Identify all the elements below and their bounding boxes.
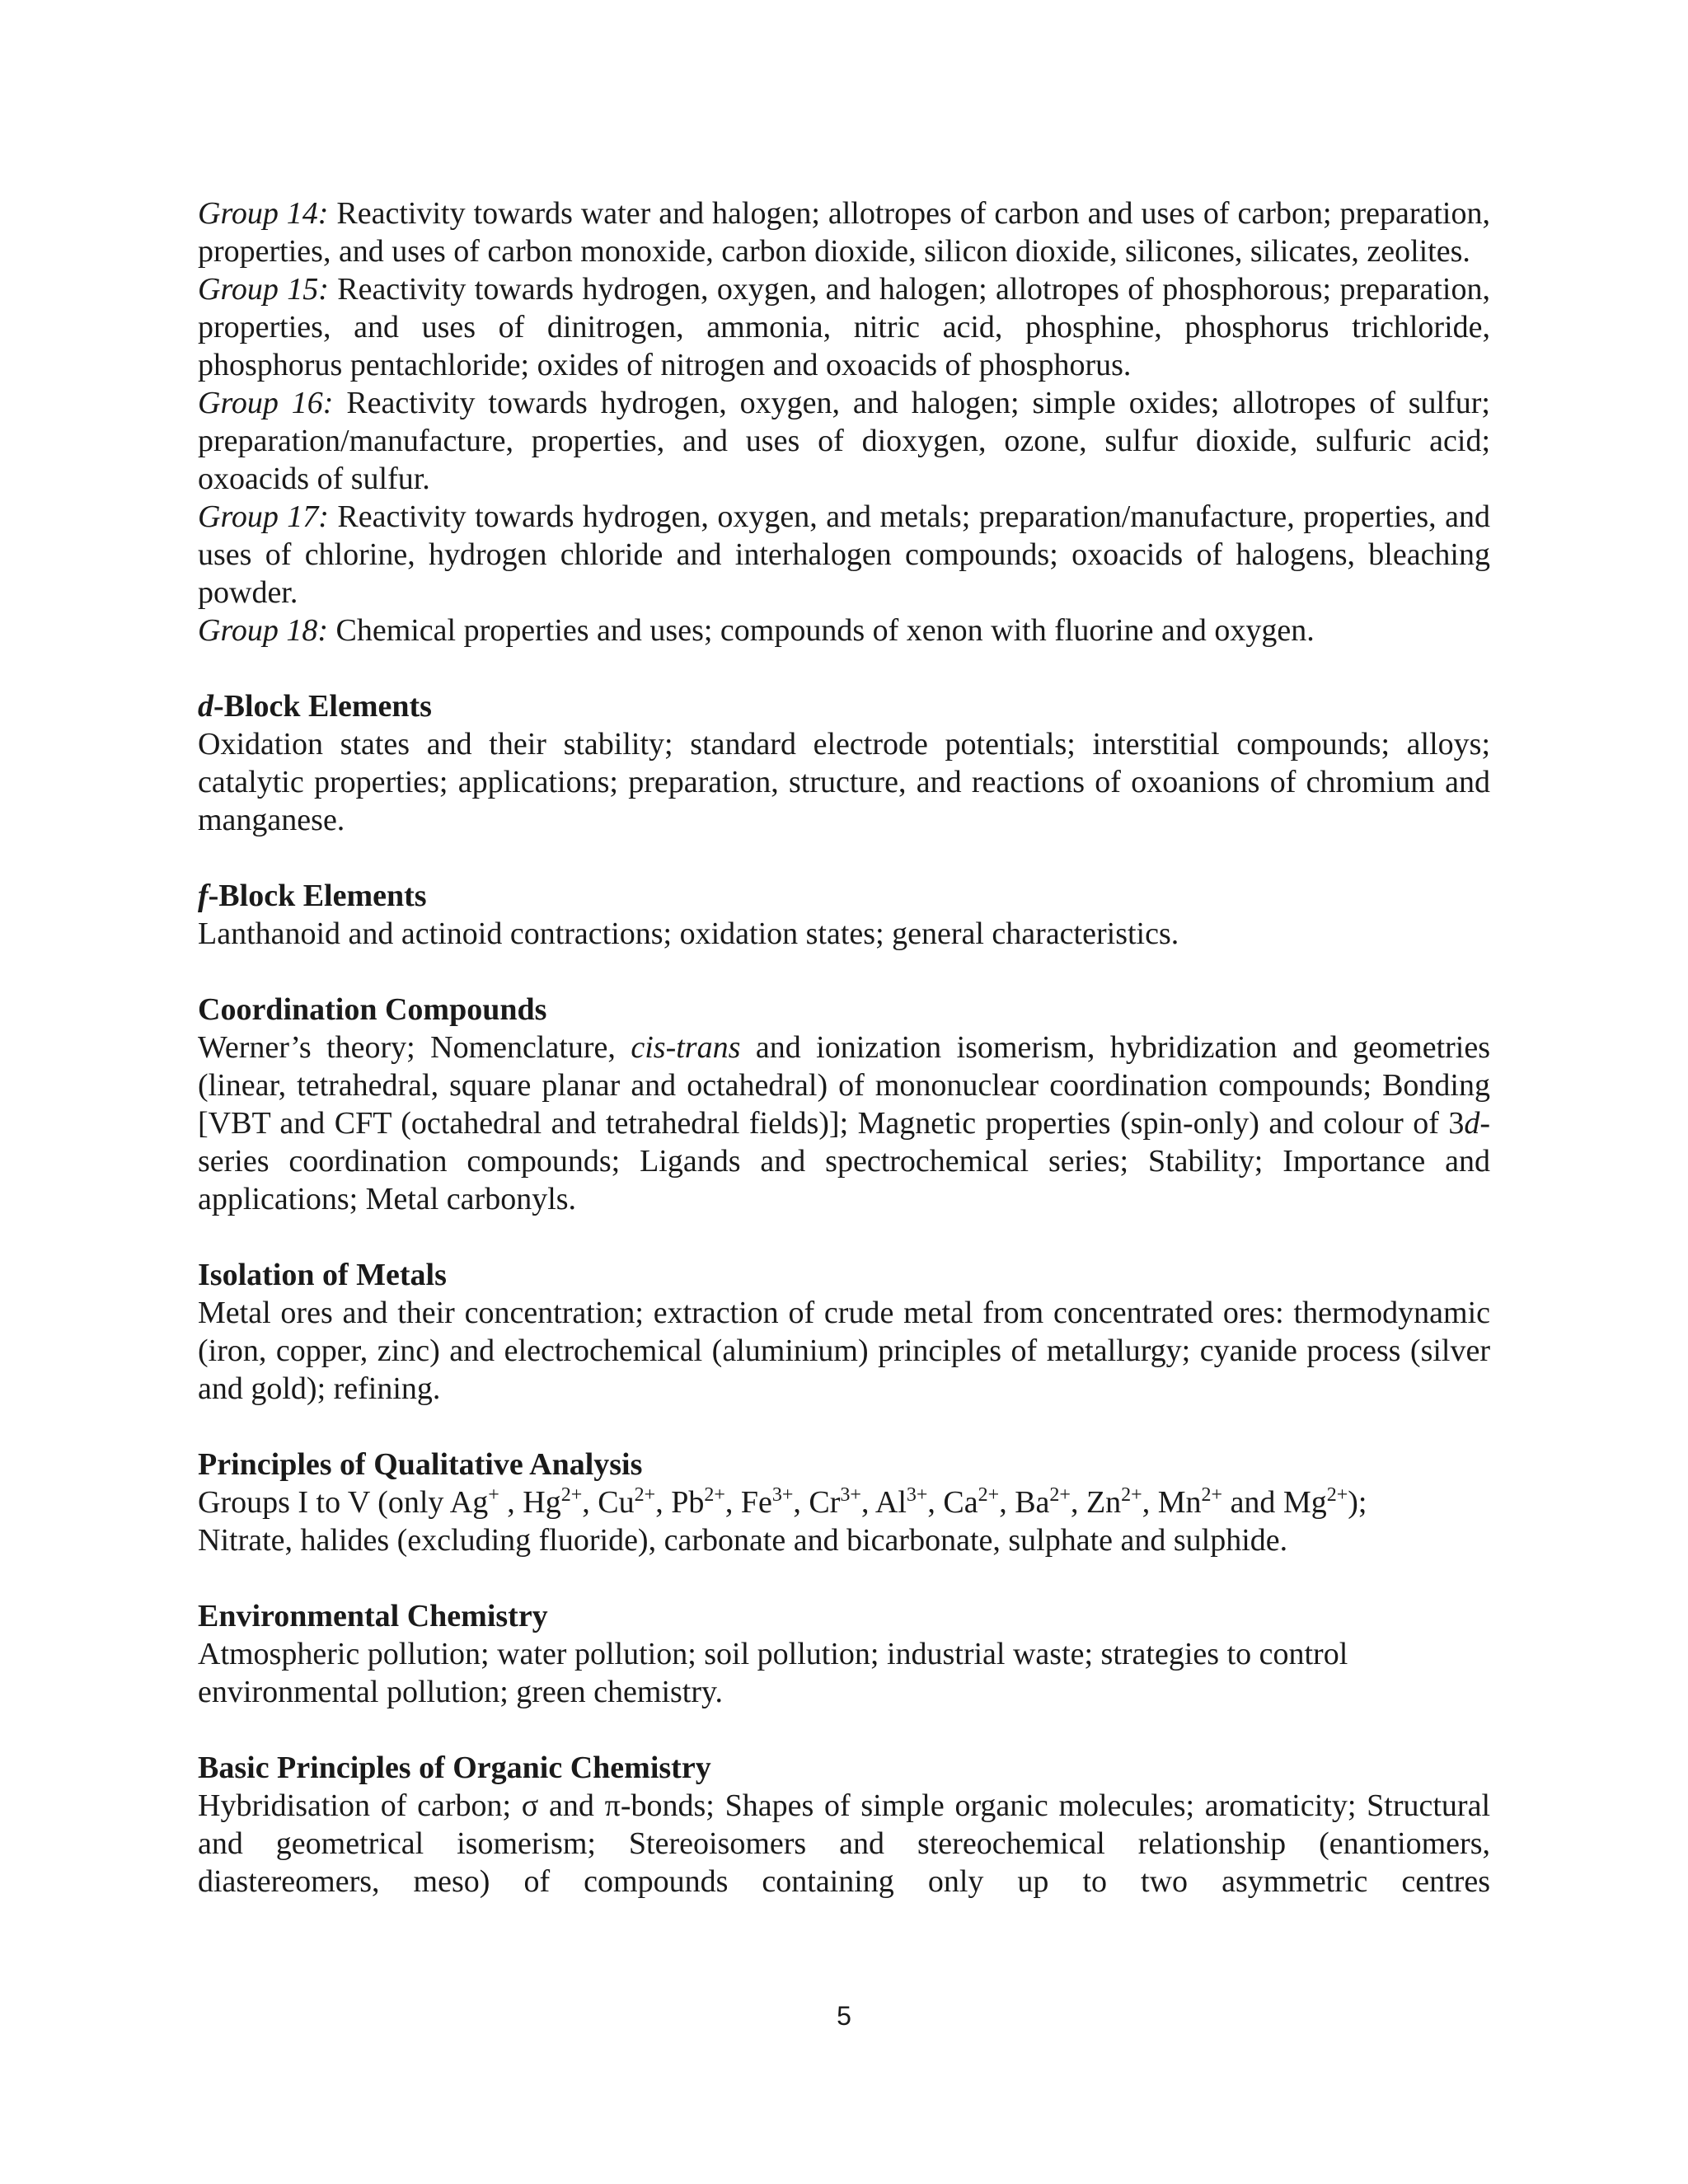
ion-symbol: Cr [809,1485,841,1520]
section-f-block [198,877,1490,953]
section-qualitative [198,1446,1490,1559]
ion-separator: , [793,1485,809,1520]
group-text: Reactivity towards hydrogen, oxygen, and halogen; simple oxides; allotropes of sulfur; preparation/manufacture, properties, and uses of dioxygen, ozone, sulfur dioxide, sulfuric acid; oxoacids of sulfur. [198,386,1490,496]
group-list [198,194,1490,649]
section-body-line1: Atmospheric pollution; water pollution; soil pollution; industrial waste; strategies to control [198,1637,1348,1671]
section-organic [198,1749,1490,1900]
section-d-block [198,687,1490,839]
ion-charge: 2+ [560,1484,583,1506]
text-run: -series coordination compounds; Ligands and spectrochemical series; Stability; Importance and applications; Metal carbonyls. [198,1106,1490,1216]
page-number: 5 [837,2001,851,2031]
text-run: Werner’s theory; Nomenclature, [198,1030,631,1065]
ion-symbol: Pb [671,1485,705,1520]
section-body-line2: Nitrate, halides (excluding fluoride), carbonate and bicarbonate, sulphate and sulphide. [198,1523,1288,1558]
section-body: Hybridisation of carbon; σ and π-bonds; Shapes of simple organic molecules; aromaticity; Structural and geometrical isomerism; Stereoisomers and stereochemical relationship (enantiomers, diastereomers, meso) of compounds containing only up to two asymmetric centres [198,1788,1490,1899]
section-title [198,687,1490,725]
ion-separator: , [582,1485,598,1520]
ion-separator: and [1222,1485,1283,1520]
title-rest: -Block Elements [213,689,432,724]
ion-charge: 2+ [1121,1484,1142,1506]
ion-symbol: Mn [1157,1485,1202,1520]
section-title: Basic Principles of Organic Chemistry [198,1750,711,1785]
title-rest: -Block Elements [208,879,427,913]
ion-separator: , [724,1485,741,1520]
text-run: and ionization isomerism, hybridization and geometries (linear, tetrahedral, square planar and octahedral) of mononuclear coordination compounds; Bonding [VBT and CFT (octahedral and tetrahedral fields)]; Magnetic properties (spin-only) and colour of 3 [198,1030,1490,1141]
title-italic-letter: d [198,689,213,724]
group-14-paragraph [198,194,1490,270]
italic-run: cis-trans [631,1030,741,1065]
group-text: Reactivity towards hydrogen, oxygen, and metals; preparation/manufacture, properties, and uses of chlorine, hydrogen chloride and interhalogen compounds; oxoacids of halogens, bleaching powder. [198,499,1490,610]
ion-charge: 2+ [1049,1484,1071,1506]
text-run: ); [1348,1485,1367,1520]
group-15-paragraph [198,270,1490,384]
section-environmental [198,1597,1490,1711]
ion-symbol: Fe [740,1485,772,1520]
section-coordination [198,991,1490,1218]
section-body [198,1029,1490,1218]
group-text: Reactivity towards hydrogen, oxygen, and halogen; allotropes of phosphorous; preparation, properties, and uses of dinitrogen, ammonia, nitric acid, phosphine, phosphorus trichloride, phosphorus pentachloride; oxides of nitrogen and oxoacids of phosphorus. [198,272,1490,382]
section-body-line2: environmental pollution; green chemistry. [198,1675,724,1709]
ion-list [450,1485,1348,1520]
group-label: Group 14: [198,196,329,231]
section-isolation [198,1256,1490,1408]
ion-symbol: Cu [598,1485,635,1520]
ion-separator: , [927,1485,944,1520]
document-page [198,194,1490,1900]
section-title: Principles of Qualitative Analysis [198,1447,643,1482]
title-italic-letter: f [198,879,209,913]
group-text: Reactivity towards water and halogen; allotropes of carbon and uses of carbon; preparation, properties, and uses of carbon monoxide, carbon dioxide, silicon dioxide, silicones, silicates, zeolites. [198,196,1490,269]
ion-charge: 3+ [906,1484,928,1506]
group-label: Group 17: [198,499,329,534]
group-label: Group 16: [198,386,334,420]
ion-charge: 2+ [634,1484,656,1506]
ion-symbol: Al [874,1485,907,1520]
ion-symbol: Ba [1015,1485,1050,1520]
ion-charge: 2+ [704,1484,725,1506]
ion-charge: 3+ [771,1484,794,1506]
section-body: Metal ores and their concentration; extraction of crude metal from concentrated ores: thermodynamic (iron, copper, zinc) and electrochemical (aluminium) principles of metallurgy; cyanide process (silver and gold); refining. [198,1296,1490,1406]
ion-symbol: Mg [1282,1485,1327,1520]
ion-separator: , [1070,1485,1086,1520]
group-text: Chemical properties and uses; compounds of xenon with fluorine and oxygen. [327,613,1315,648]
group-18-paragraph [198,612,1490,649]
ion-charge: 2+ [1201,1484,1223,1506]
section-body [198,1483,1490,1521]
ion-symbol: Zn [1085,1485,1122,1520]
section-body: Lanthanoid and actinoid contractions; oxidation states; general characteristics. [198,916,1179,951]
ion-separator: , [655,1485,672,1520]
ion-symbol: Ca [943,1485,978,1520]
group-16-paragraph [198,384,1490,498]
ion-separator: , [1142,1485,1158,1520]
section-title [198,877,1490,915]
group-label: Group 15: [198,272,329,307]
text-run: Groups I to V (only [198,1485,450,1520]
section-title: Environmental Chemistry [198,1599,548,1633]
group-label: Group 18: [198,613,328,648]
section-title: Coordination Compounds [198,992,547,1027]
ion-charge: 2+ [978,1484,1000,1506]
section-body: Oxidation states and their stability; standard electrode potentials; interstitial compounds; alloys; catalytic properties; applications; preparation, structure, and reactions of oxoanions of chromium and manganese. [198,727,1490,837]
ion-separator: , [999,1485,1015,1520]
ion-separator: , [860,1485,875,1520]
group-17-paragraph [198,498,1490,612]
ion-charge: 3+ [840,1484,861,1506]
section-title: Isolation of Metals [198,1258,447,1292]
ion-charge: + [488,1484,499,1506]
italic-run: d [1464,1106,1480,1141]
ion-charge: 2+ [1326,1484,1348,1506]
ion-symbol: Ag [449,1485,489,1520]
ion-separator: , [499,1485,523,1520]
ion-symbol: Hg [523,1485,561,1520]
